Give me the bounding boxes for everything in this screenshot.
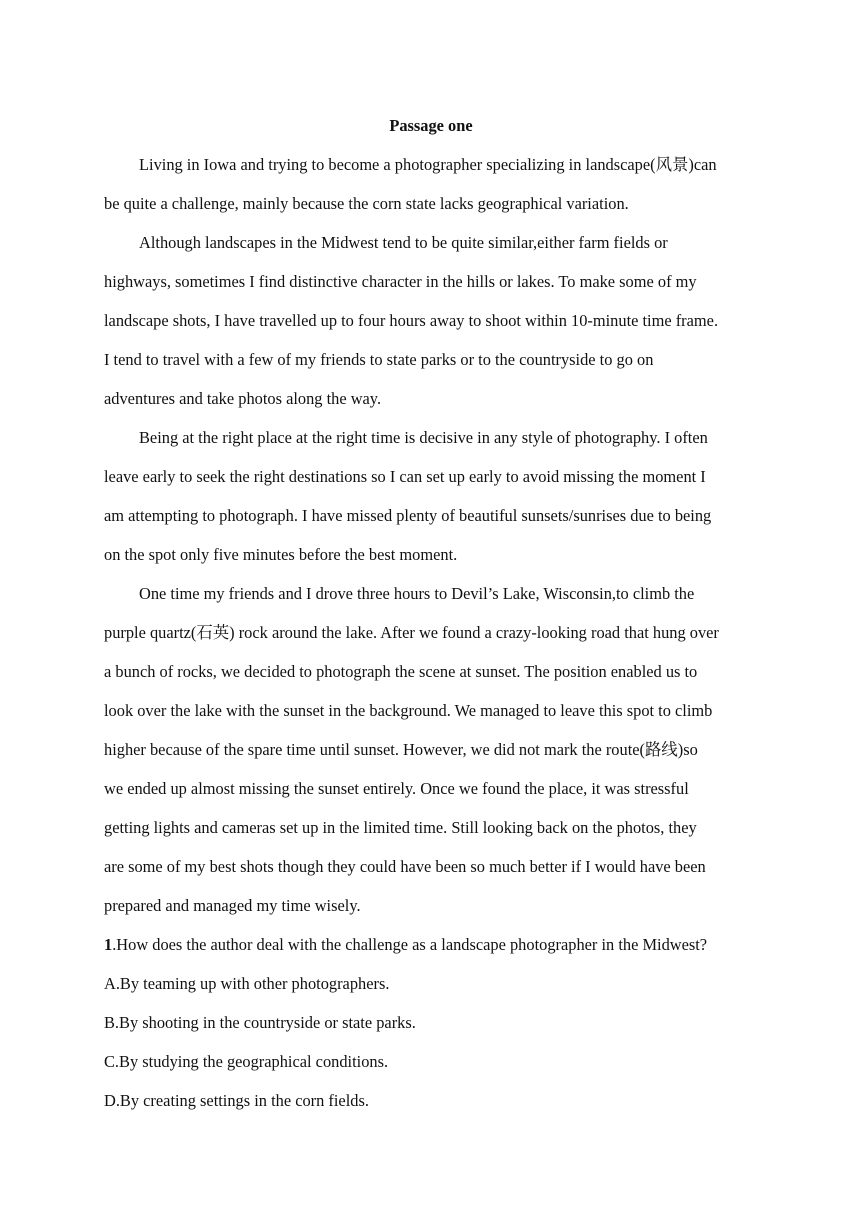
paragraph-line: landscape shots, I have travelled up to four hours away to shoot within 10-minute time frame.	[104, 311, 719, 330]
paragraph-line: am attempting to photograph. I have missed plenty of beautiful sunsets/sunrises due to being	[104, 506, 712, 525]
option-d: D.By creating settings in the corn fields.	[104, 1091, 369, 1110]
paragraph-line: on the spot only five minutes before the best moment.	[104, 545, 458, 564]
option-b: B.By shooting in the countryside or state parks.	[104, 1013, 416, 1032]
option-c: C.By studying the geographical conditions.	[104, 1052, 389, 1071]
paragraph-line: Although landscapes in the Midwest tend to be quite similar,either farm fields or	[139, 233, 668, 252]
paragraph-line: purple quartz(石英) rock around the lake. After we found a crazy-looking road that hung over	[104, 623, 719, 642]
question-1	[104, 925, 758, 964]
option-a: A.By teaming up with other photographers.	[104, 974, 390, 993]
paragraph-line: are some of my best shots though they could have been so much better if I would have been	[104, 857, 706, 876]
paragraph-line: highways, sometimes I find distinctive character in the hills or lakes. To make some of my	[104, 272, 697, 291]
question-number: 1	[104, 935, 113, 954]
paragraph-line: we ended up almost missing the sunset entirely. Once we found the place, it was stressful	[104, 779, 689, 798]
paragraph-line: higher because of the spare time until sunset. However, we did not mark the route(路线)so	[104, 740, 698, 759]
paragraph-line: getting lights and cameras set up in the limited time. Still looking back on the photos, they	[104, 818, 697, 837]
paragraph-line: adventures and take photos along the way.	[104, 389, 382, 408]
document-content	[104, 106, 758, 1120]
paragraph-line: leave early to seek the right destinations so I can set up early to avoid missing the moment I	[104, 467, 706, 486]
paragraph-line: Living in Iowa and trying to become a photographer specializing in landscape(风景)can	[139, 155, 717, 174]
paragraph-2	[104, 223, 758, 418]
paragraph-line: I tend to travel with a few of my friends to state parks or to the countryside to go on	[104, 350, 654, 369]
paragraph-line: prepared and managed my time wisely.	[104, 896, 361, 915]
paragraph-line: One time my friends and I drove three hours to Devil’s Lake, Wisconsin,to climb the	[139, 584, 695, 603]
paragraph-line: Being at the right place at the right time is decisive in any style of photography. I often	[139, 428, 708, 447]
question-text: .How does the author deal with the challenge as a landscape photographer in the Midwest?	[112, 935, 708, 954]
paragraph-line: be quite a challenge, mainly because the corn state lacks geographical variation.	[104, 194, 629, 213]
paragraph-line: look over the lake with the sunset in the background. We managed to leave this spot to climb	[104, 701, 713, 720]
passage-title: Passage one	[389, 116, 473, 135]
paragraph-line: a bunch of rocks, we decided to photograph the scene at sunset. The position enabled us to	[104, 662, 698, 681]
paragraph-1	[104, 145, 758, 223]
paragraph-4	[104, 574, 758, 925]
paragraph-3	[104, 418, 758, 574]
